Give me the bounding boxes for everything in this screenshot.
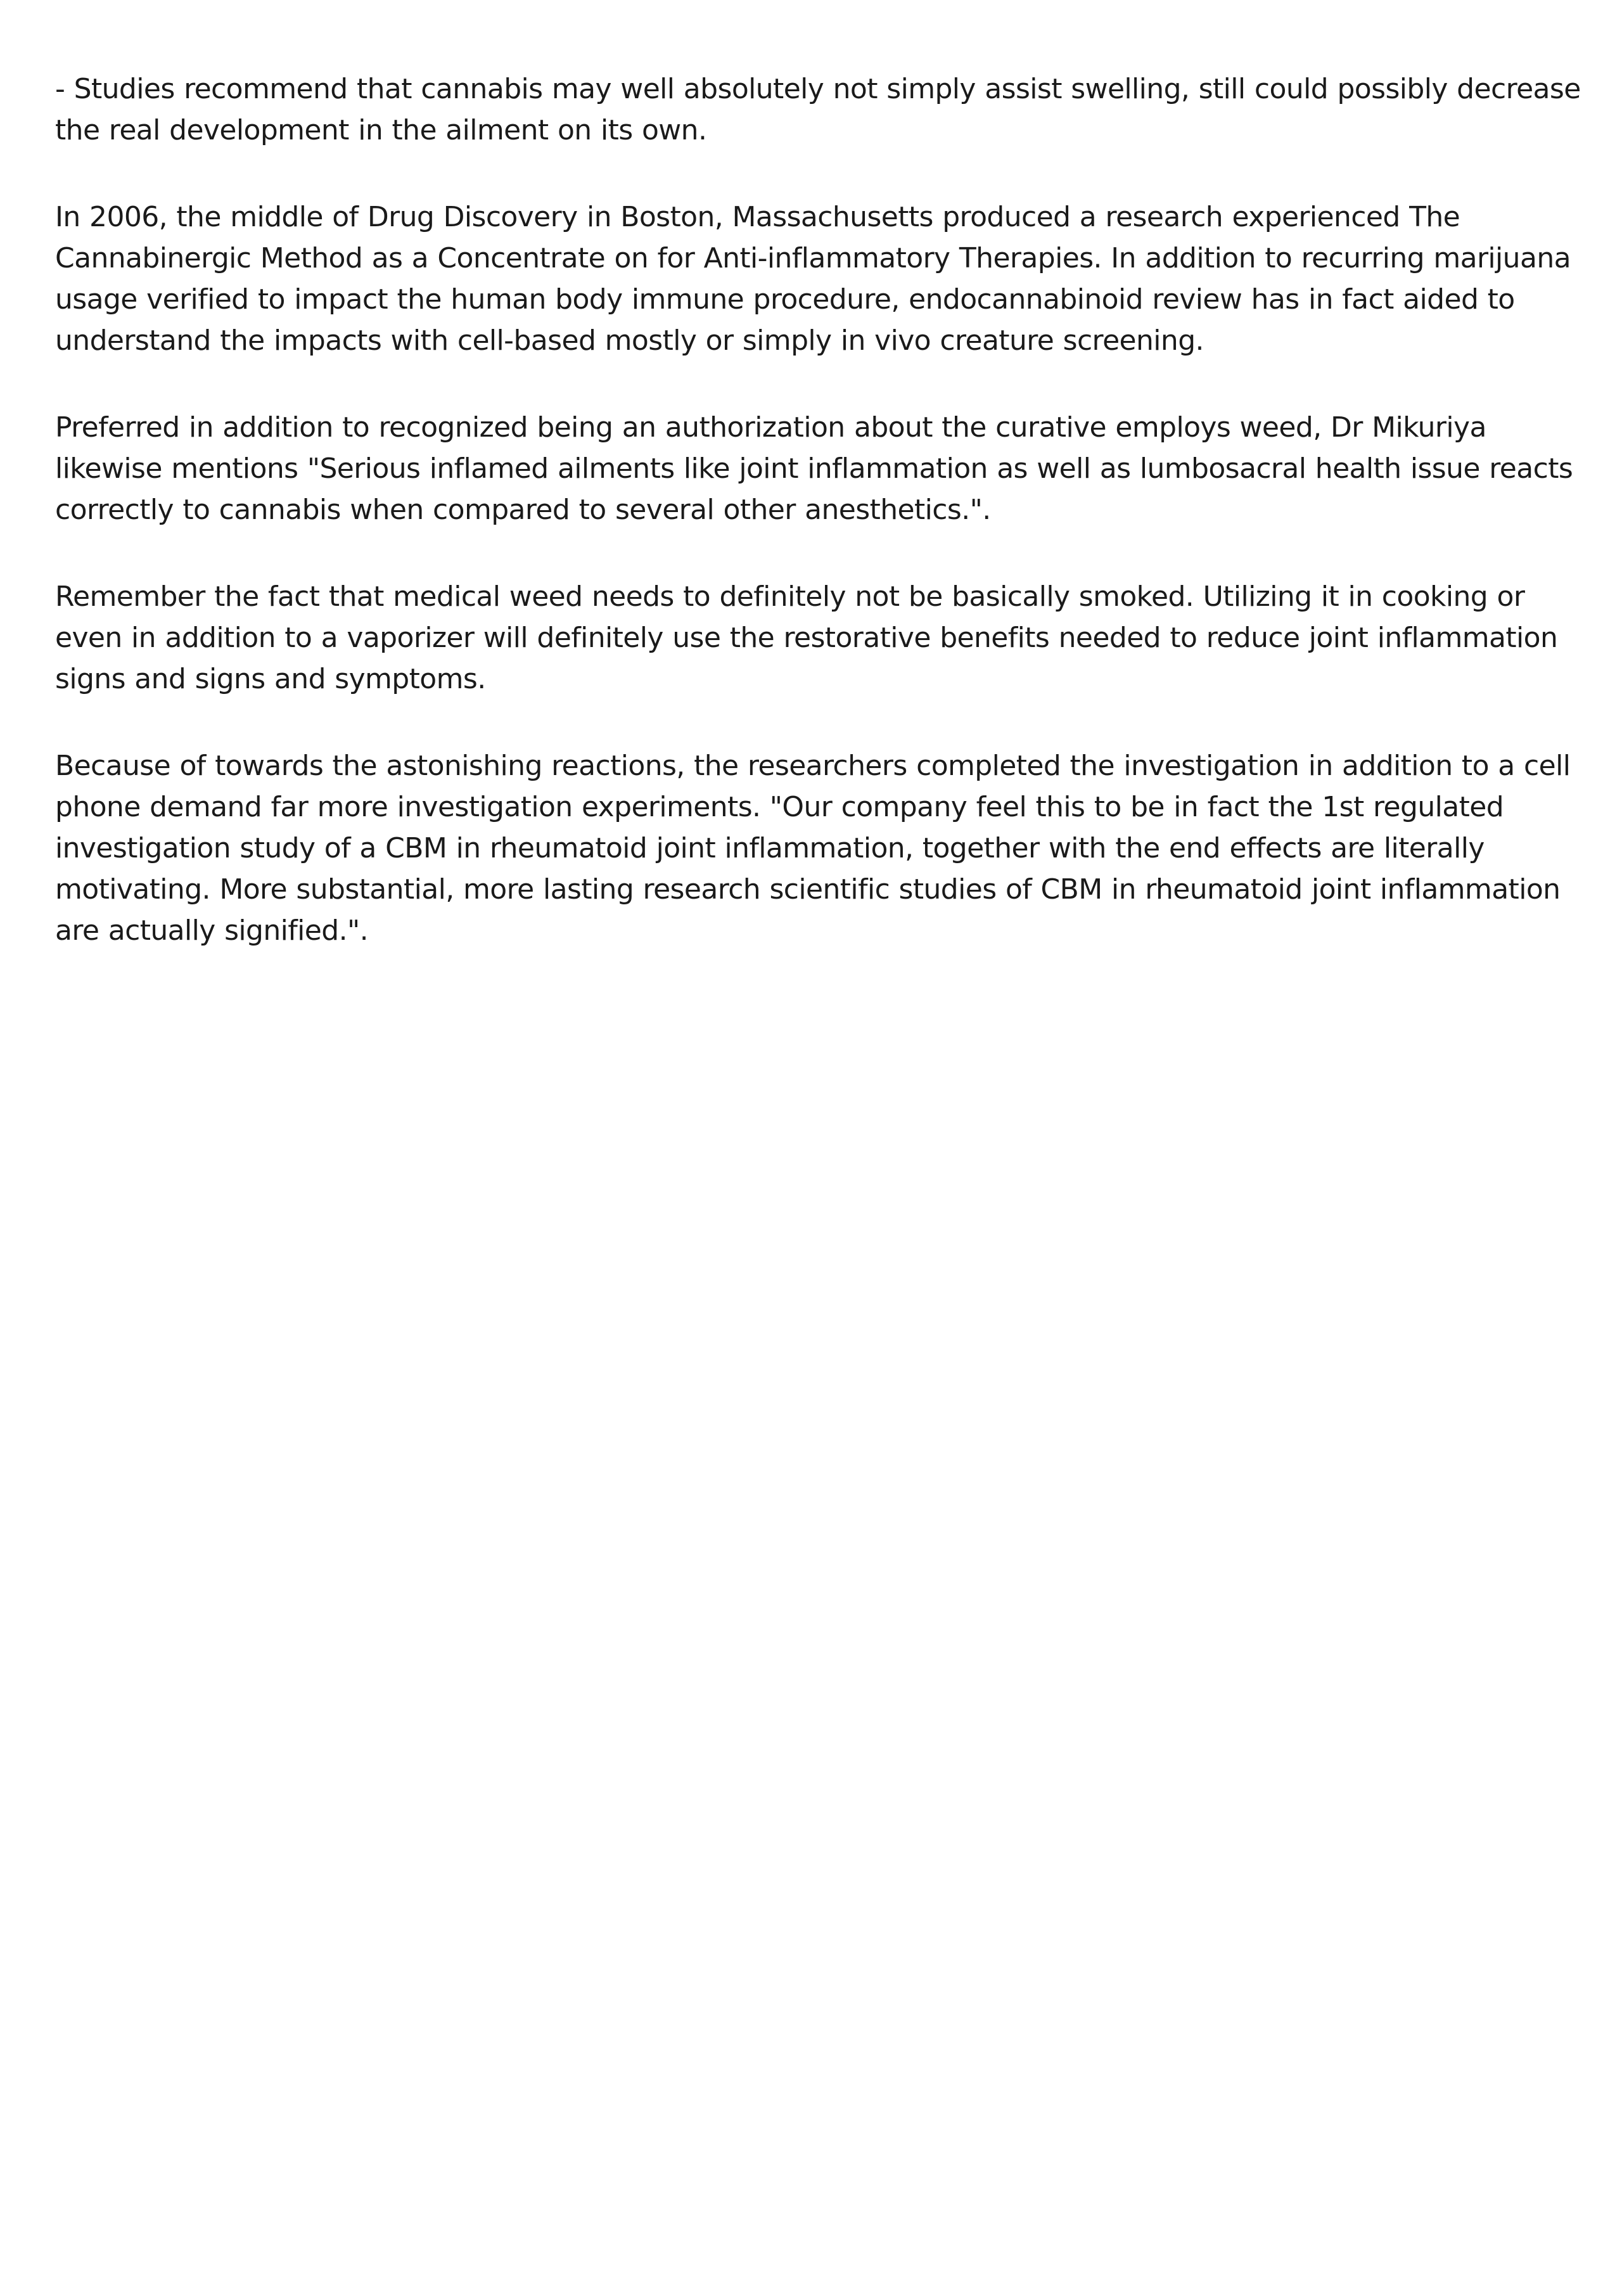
- paragraph-5: Because of towards the astonishing reactions, the researchers completed the investigation in addition to a cell phone demand far more investigation experiments. "Our company feel this to be in fact the 1st regulated investigation study of a CBM in rheumatoid joint inflammation, together with the end effects are literally motivating. More substantial, more lasting research scientific studies of CBM in rheumatoid joint inflammation are actually signified.".: [55, 750, 1571, 947]
- document-body: [55, 68, 1588, 997]
- paragraph-4: Remember the fact that medical weed needs to definitely not be basically smoked. Utilizing it in cooking or even in addition to a vaporizer will definitely use the restorative benefits needed to reduce joint inflammation signs and signs and symptoms.: [55, 580, 1558, 695]
- paragraph-2: In 2006, the middle of Drug Discovery in Boston, Massachusetts produced a research experienced The Cannabinergic Method as a Concentrate on for Anti-inflammatory Therapies. In addition to recurring marijuana usage verified to impact the human body immune procedure, endocannabinoid review has in fact aided to understand the impacts with cell-based mostly or simply in vivo creature screening.: [55, 201, 1571, 357]
- paragraph-1: - Studies recommend that cannabis may well absolutely not simply assist swelling, still could possibly decrease the real development in the ailment on its own.: [55, 73, 1581, 146]
- paragraph-3: Preferred in addition to recognized being an authorization about the curative employs weed, Dr Mikuriya likewise mentions "Serious inflamed ailments like joint inflammation as well as lumbosacral health issue reacts correctly to cannabis when compared to several other anesthetics.".: [55, 411, 1573, 526]
